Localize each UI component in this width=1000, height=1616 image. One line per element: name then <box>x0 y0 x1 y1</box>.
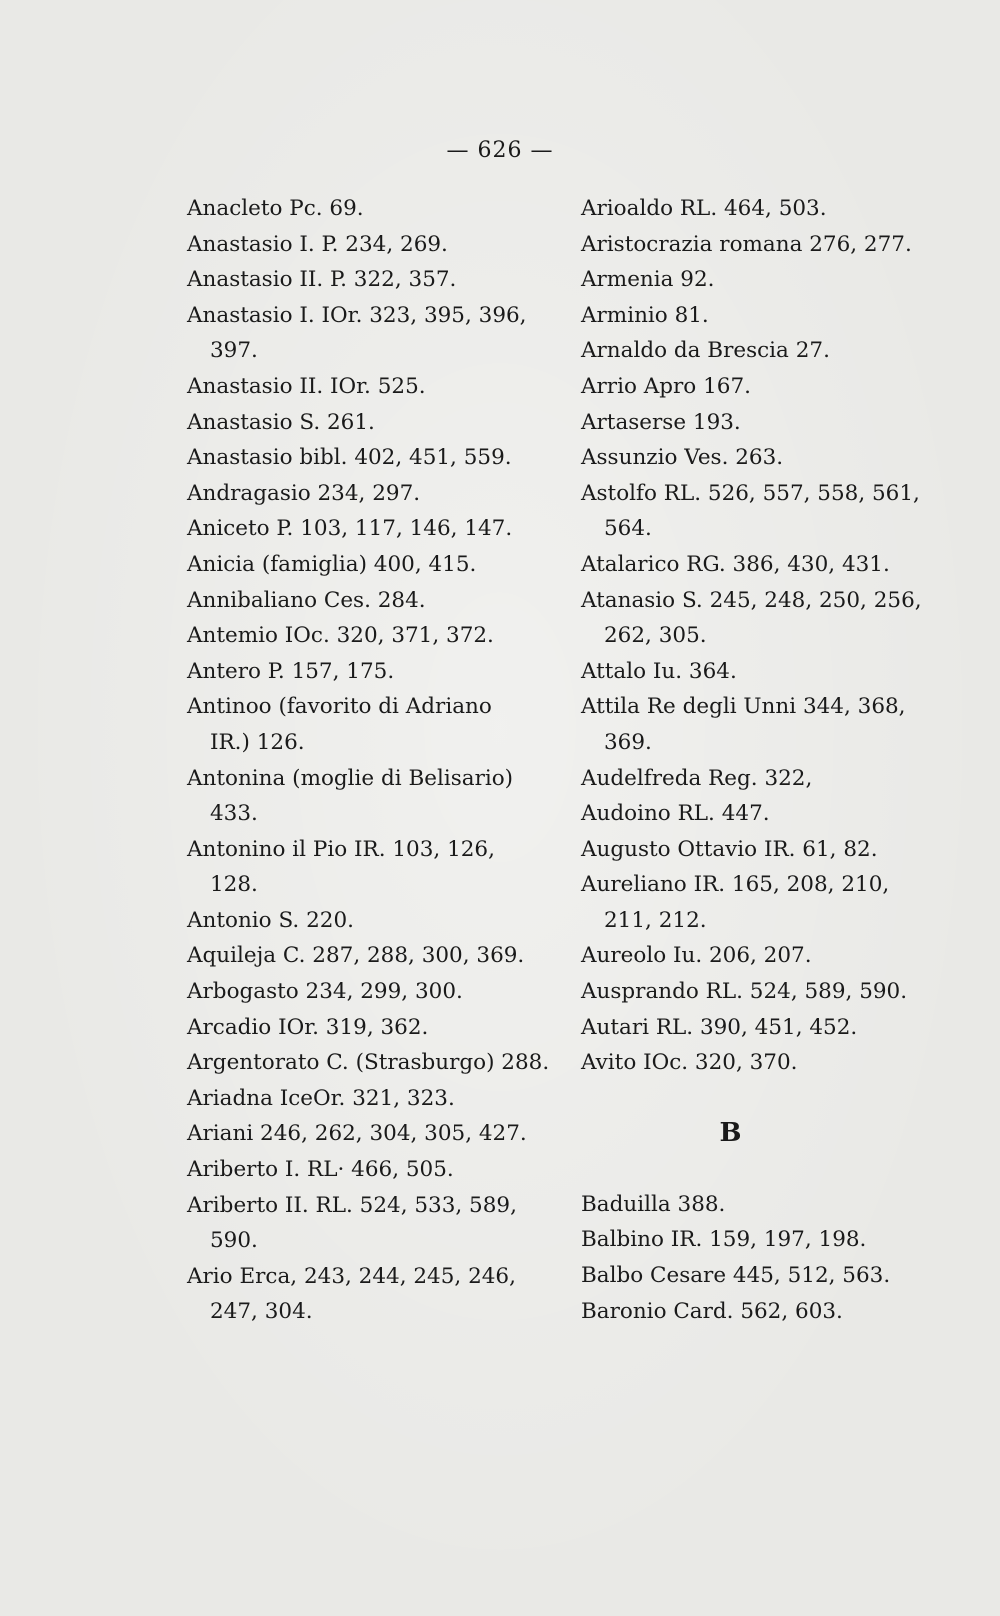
index-column-left <box>187 191 550 1330</box>
page-number: — 626 — <box>446 138 554 163</box>
index-entry <box>581 1258 926 1294</box>
index-entry-text: Audoino RL. 447. <box>581 801 770 827</box>
index-entry <box>581 796 926 832</box>
index-entry-text: Ariberto II. RL. 524, 533, 589, <box>187 1192 517 1218</box>
index-entry <box>187 1045 550 1081</box>
index-entry <box>187 369 527 405</box>
section-heading-b: B <box>719 1117 743 1148</box>
index-entry <box>581 547 926 583</box>
index-entry <box>187 761 527 832</box>
index-entry <box>187 618 527 654</box>
index-entry <box>187 832 527 903</box>
index-entry-text: Attila Re degli Unni 344, 368, <box>581 694 906 720</box>
index-entry <box>581 262 926 298</box>
index-entry <box>187 938 527 974</box>
index-entry <box>187 583 527 619</box>
index-entry-continuation: 590. <box>210 1228 258 1254</box>
index-entry-text: Anastasio II. IOr. 525. <box>187 373 426 399</box>
index-entry-text: Arcadio IOr. 319, 362. <box>187 1014 429 1040</box>
index-entry <box>581 761 926 797</box>
index-entry-text: Atanasio S. 245, 248, 250, 256, <box>581 587 922 613</box>
index-entry <box>581 1010 926 1046</box>
index-entry-text: Aniceto P. 103, 117, 146, 147. <box>187 516 513 542</box>
index-entry-text: Atalarico RG. 386, 430, 431. <box>581 551 890 577</box>
index-entry-text: Aquileja C. 287, 288, 300, 369. <box>187 943 525 969</box>
index-entry-text: Ariberto I. RL· 466, 505. <box>187 1157 454 1183</box>
index-entry-text: Ariani 246, 262, 304, 305, 427. <box>187 1121 527 1147</box>
index-entry-text: Baduilla 388. <box>581 1191 726 1217</box>
index-entry-text: Anastasio I. P. 234, 269. <box>187 231 448 257</box>
index-entry-text: Arrio Apro 167. <box>581 373 751 399</box>
index-entry <box>581 1222 926 1258</box>
index-entry-text: Balbino IR. 159, 197, 198. <box>581 1227 867 1253</box>
index-entry <box>187 262 527 298</box>
index-entry <box>581 227 926 263</box>
index-entry-text: Anicia (famiglia) 400, 415. <box>187 551 477 577</box>
index-entry-text: Augusto Ottavio IR. 61, 82. <box>581 836 878 862</box>
index-entry <box>581 832 926 868</box>
index-entry <box>581 333 926 369</box>
index-entry <box>581 440 926 476</box>
index-column-right <box>581 191 926 1329</box>
index-entry <box>187 974 527 1010</box>
index-entry-text: Astolfo RL. 526, 557, 558, 561, <box>581 480 920 506</box>
index-entry-text: Argentorato C. (Strasburgo) 288. <box>187 1050 550 1076</box>
index-entry <box>581 867 926 938</box>
index-entry <box>581 583 926 654</box>
index-entry <box>581 191 926 227</box>
index-entry <box>581 1294 926 1330</box>
index-entry-text: Aristocrazia romana 276, 277. <box>581 231 912 257</box>
index-entry-text: Autari RL. 390, 451, 452. <box>581 1014 858 1040</box>
index-entry-continuation: 211, 212. <box>604 907 707 933</box>
index-entry-text: Antonino il Pio IR. 103, 126, <box>187 836 495 862</box>
index-entry <box>581 1187 926 1223</box>
index-entry <box>187 227 527 263</box>
index-entry <box>187 1259 527 1330</box>
index-entry-continuation: 369. <box>604 729 652 755</box>
index-entry-text: Arnaldo da Brescia 27. <box>581 338 830 364</box>
index-entry <box>187 1188 527 1259</box>
index-entry-text: Assunzio Ves. 263. <box>581 445 784 471</box>
index-entry <box>581 1045 926 1081</box>
index-entry <box>187 689 527 760</box>
index-entry <box>581 654 926 690</box>
index-entry <box>581 689 926 760</box>
index-entry-text: Annibaliano Ces. 284. <box>187 587 426 613</box>
index-entry-continuation: 128. <box>210 872 258 898</box>
index-entry <box>187 405 527 441</box>
index-entry-text: Balbo Cesare 445, 512, 563. <box>581 1263 891 1289</box>
index-entry-text: Antonina (moglie di Belisario) <box>187 765 514 791</box>
right-entries <box>581 191 926 1081</box>
index-entry <box>187 1081 527 1117</box>
index-entry <box>187 547 527 583</box>
index-entry-text: Attalo Iu. 364. <box>581 658 737 684</box>
index-entry-text: Baronio Card. 562, 603. <box>581 1298 843 1324</box>
index-entry-text: Arioaldo RL. 464, 503. <box>581 196 827 221</box>
index-entry-text: Ariadna IceOr. 321, 323. <box>187 1085 455 1111</box>
index-entry-text: Armenia 92. <box>581 267 715 293</box>
index-entry-text: Antinoo (favorito di Adriano <box>187 694 492 720</box>
index-entry <box>187 191 527 227</box>
index-entry-text: Ausprando RL. 524, 589, 590. <box>581 979 908 1005</box>
index-entry <box>187 476 527 512</box>
index-entry-continuation: 247, 304. <box>210 1299 313 1325</box>
index-entry <box>581 369 926 405</box>
index-entry <box>187 903 527 939</box>
index-entry-text: Arminio 81. <box>581 302 709 328</box>
index-entry <box>187 440 527 476</box>
index-entry-text: Audelfreda Reg. 322, <box>581 765 813 791</box>
index-entry-text: Anastasio bibl. 402, 451, 559. <box>187 445 512 471</box>
index-entry <box>581 938 926 974</box>
index-entry <box>581 298 926 334</box>
index-entry-text: Avito IOc. 320, 370. <box>581 1050 798 1076</box>
index-entry-text: Andragasio 234, 297. <box>187 480 421 506</box>
index-entry-text: Antonio S. 220. <box>187 907 354 933</box>
index-entry <box>581 974 926 1010</box>
index-entry-text: Antero P. 157, 175. <box>187 658 395 684</box>
index-entry-text: Aureolo Iu. 206, 207. <box>581 943 812 969</box>
index-entry <box>187 1116 527 1152</box>
index-entry <box>187 654 527 690</box>
index-entry-continuation: 433. <box>210 801 258 827</box>
index-entry <box>187 511 527 547</box>
index-entry-text: Aureliano IR. 165, 208, 210, <box>581 872 890 898</box>
section-b-entries <box>581 1187 926 1329</box>
index-entry <box>581 476 926 547</box>
index-entry-continuation: IR.) 126. <box>210 729 305 755</box>
index-entry <box>581 405 926 441</box>
index-entry-text: Anastasio II. P. 322, 357. <box>187 267 457 293</box>
index-entry-continuation: 397. <box>210 338 258 364</box>
index-entry-text: Artaserse 193. <box>581 409 741 435</box>
index-entry-continuation: 262, 305. <box>604 623 707 649</box>
index-entry-text: Antemio IOc. 320, 371, 372. <box>187 623 494 649</box>
index-entry <box>187 1152 527 1188</box>
index-entry-continuation: 564. <box>604 516 652 542</box>
index-entry <box>187 1010 527 1046</box>
index-entry-text: Anastasio I. IOr. 323, 395, 396, <box>187 302 527 328</box>
index-entry-text: Arbogasto 234, 299, 300. <box>187 979 463 1005</box>
index-entry-text: Anastasio S. 261. <box>187 409 375 435</box>
index-entry <box>187 298 527 369</box>
index-entry-text: Ario Erca, 243, 244, 245, 246, <box>187 1263 516 1289</box>
index-entry-text: Anacleto Pc. 69. <box>187 196 364 221</box>
